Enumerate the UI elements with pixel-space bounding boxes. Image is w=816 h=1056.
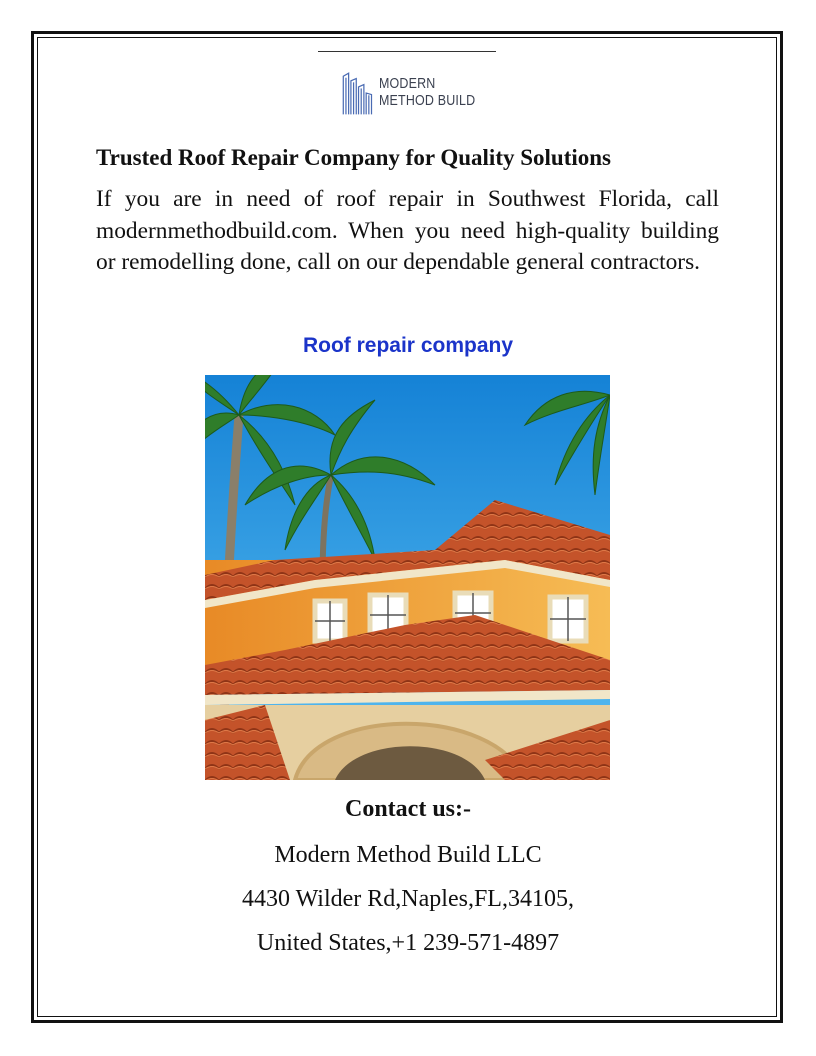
logo-line-2: METHOD BUILD — [379, 93, 476, 109]
header-rule — [318, 51, 496, 52]
contact-country-phone: United States,+1 239-571-4897 — [256, 930, 560, 956]
roof-photo — [205, 375, 610, 780]
contact-company: Modern Method Build LLC — [274, 842, 542, 868]
logo-line-1: MODERN — [379, 76, 436, 92]
company-logo — [341, 64, 491, 122]
logo-wordmark — [379, 76, 475, 110]
intro-paragraph: If you are in need of roof repair in Southwest Florida, call modernmethodbuild.com. When you need high-quality building or remodelling done, call on our dependable general contractors. — [96, 186, 719, 276]
building-logo-icon — [341, 65, 373, 121]
contact-address: 4430 Wilder Rd,Naples,FL,34105, — [242, 886, 574, 912]
contact-heading: Contact us:- — [345, 796, 471, 822]
image-caption: Roof repair company — [302, 334, 514, 357]
page-headline: Trusted Roof Repair Company for Quality Solutions — [96, 145, 611, 170]
